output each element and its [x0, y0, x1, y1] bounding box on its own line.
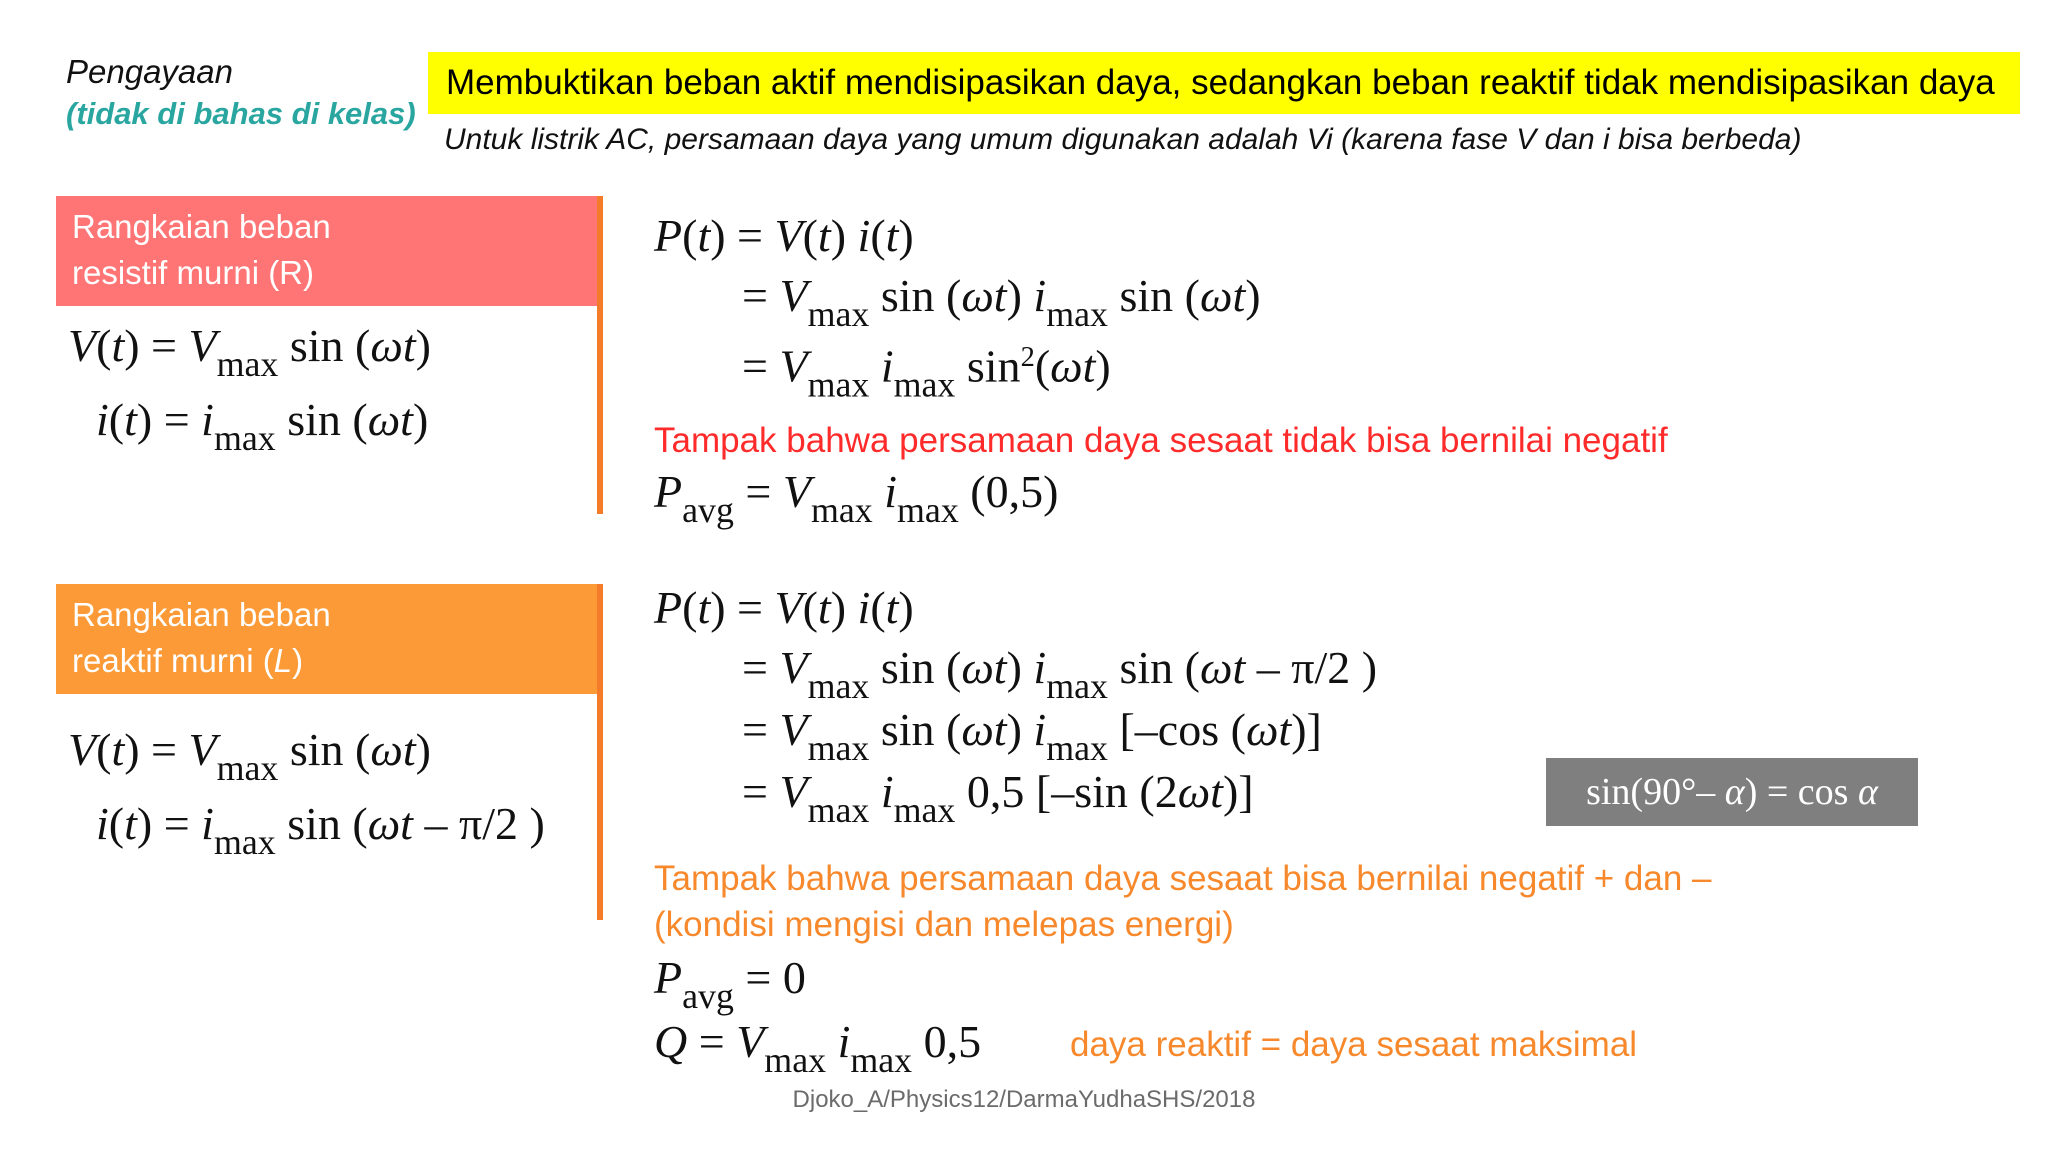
inductor-symbol: L — [273, 642, 293, 679]
trig-identity-box: sin(90°– α) = cos α — [1546, 758, 1918, 826]
reactive-title-prefix: reaktif murni ( — [72, 642, 274, 679]
reactive-voltage-equation: $V(t) = V_{max}$ sin (ωt) — [68, 724, 431, 789]
reactive-divider — [597, 584, 603, 920]
resistive-title-line1: Rangkaian beban — [72, 208, 331, 245]
resistive-power-line-3: = $V_{max}$ $i_{max}$ $\sin^2(\omega t)$ — [742, 340, 1111, 405]
resistive-voltage-equation: $V(t) = V_{max}$ sin (ωt) — [68, 320, 431, 385]
reactive-note-line-2: (kondisi mengisi dan melepas energi) — [654, 905, 1234, 944]
resistive-current-equation: $i(t) = i_{max}$ sin (ωt) — [96, 394, 429, 459]
reactive-title-line2 — [72, 638, 586, 684]
reactive-power-line-2: = $V_{max}$ sin (ωt) $i_{max}$ sin (ωt – π/2 ) — [742, 642, 1378, 707]
enrichment-note: (tidak di bahas di kelas) — [66, 96, 416, 131]
reactive-note-line-1: Tampak bahwa persamaan daya sesaat bisa bernilai negatif + dan – — [654, 859, 1712, 898]
resistive-divider — [597, 196, 603, 514]
reactive-average-power: $P_{avg} = 0$ — [654, 952, 806, 1017]
resistive-note: Tampak bahwa persamaan daya sesaat tidak bisa bernilai negatif — [654, 421, 1668, 460]
resistive-header-box — [56, 196, 602, 306]
reactive-q-equation: $Q = V_{max}$ $i_{max}$ 0,5 — [654, 1016, 982, 1081]
subtitle: Untuk listrik AC, persamaan daya yang umum digunakan adalah Vi (karena fase V dan i bisa berbeda) — [444, 123, 1802, 156]
resistive-title-line2: resistif murni (R) — [72, 254, 315, 291]
footer-credit: Djoko_A/Physics12/DarmaYudhaSHS/2018 — [792, 1086, 1256, 1113]
enrichment-label: Pengayaan — [66, 53, 233, 90]
reactive-current-equation: $i(t) = i_{max}$ sin (ωt – π/2 ) — [96, 798, 545, 863]
resistive-average-power: $P_{avg} = V_{max}$ $i_{max}$ (0,5) — [654, 466, 1059, 531]
reactive-power-line-3: = $V_{max}$ sin (ωt) $i_{max}$ [–cos (ωt)] — [742, 704, 1322, 769]
title-banner: Membuktikan beban aktif mendisipasikan daya, sedangkan beban reaktif tidak mendisipasikan daya — [428, 52, 2020, 114]
reactive-header-box — [56, 584, 602, 694]
resistive-power-line-2: = $V_{max}$ sin (ωt) $i_{max}$ sin (ωt) — [742, 270, 1261, 335]
reactive-title-suffix: ) — [292, 642, 304, 679]
reactive-q-note: daya reaktif = daya sesaat maksimal — [1070, 1025, 1638, 1064]
reactive-title-line1: Rangkaian beban — [72, 596, 331, 633]
resistive-power-line-1: P(t) = V(t) i(t) — [654, 210, 914, 261]
reactive-power-line-1: P(t) = V(t) i(t) — [654, 582, 914, 633]
reactive-power-line-4: = $V_{max}$ $i_{max}$ 0,5 [–sin (2ωt)] — [742, 766, 1254, 831]
